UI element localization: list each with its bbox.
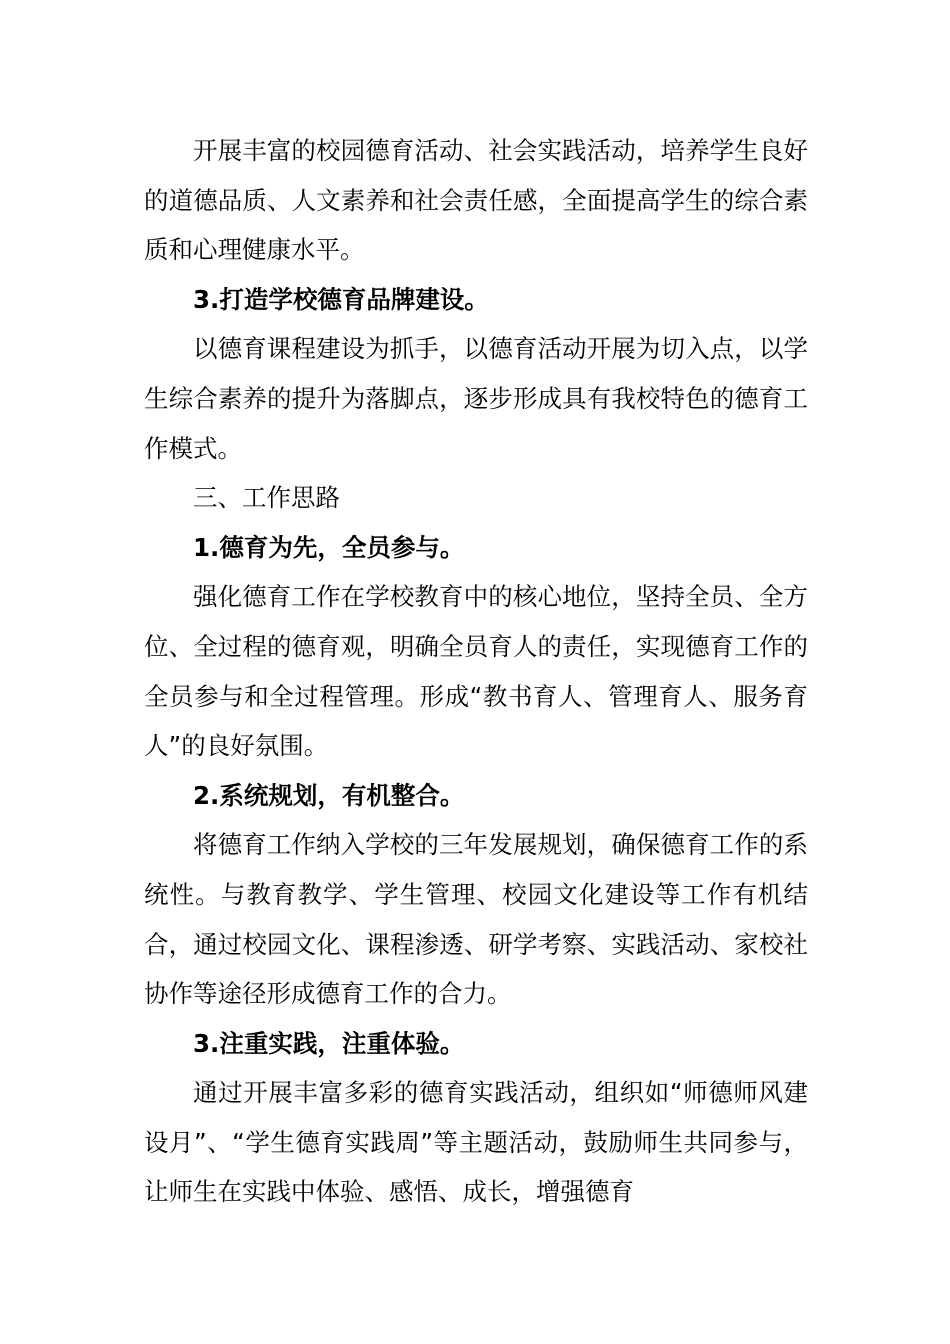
heading-brand: 3.打造学校德育品牌建设。 (193, 284, 489, 314)
heading-practice: 3.注重实践，注重体验。 (193, 1028, 465, 1058)
heading-planning: 2.系统规划，有机整合。 (193, 780, 465, 810)
paragraph-planning: 将德育工作纳入学校的三年发展规划，确保德育工作的系统性。与教育教学、学生管理、校园文化建设等工作有机结合，通过校园文化、课程渗透、研学考察、实践活动、家校社协作等途径形成德育工作的合力。 (144, 830, 808, 1009)
document-body (144, 126, 808, 1217)
paragraph-priority: 强化德育工作在学校教育中的核心地位，坚持全员、全方位、全过程的德育观，明确全员育人的责任，实现德育工作的全员参与和全过程管理。形成“教书育人、管理育人、服务育人”的良好氛围。 (144, 582, 808, 761)
paragraph-activities: 开展丰富的校园德育活动、社会实践活动，培养学生良好的道德品质、人文素养和社会责任感，全面提高学生的综合素质和心理健康水平。 (144, 136, 808, 265)
paragraph-brand: 以德育课程建设为抓手，以德育活动开展为切入点，以学生综合素养的提升为落脚点，逐步形成具有我校特色的德育工作模式。 (144, 334, 808, 463)
section-heading-ideas: 三、工作思路 (193, 483, 340, 513)
paragraph-practice: 通过开展丰富多彩的德育实践活动，组织如“师德师风建设月”、“学生德育实践周”等主题活动，鼓励师生共同参与，让师生在实践中体验、感悟、成长，增强德育 (144, 1078, 808, 1207)
heading-priority: 1.德育为先，全员参与。 (193, 532, 465, 562)
